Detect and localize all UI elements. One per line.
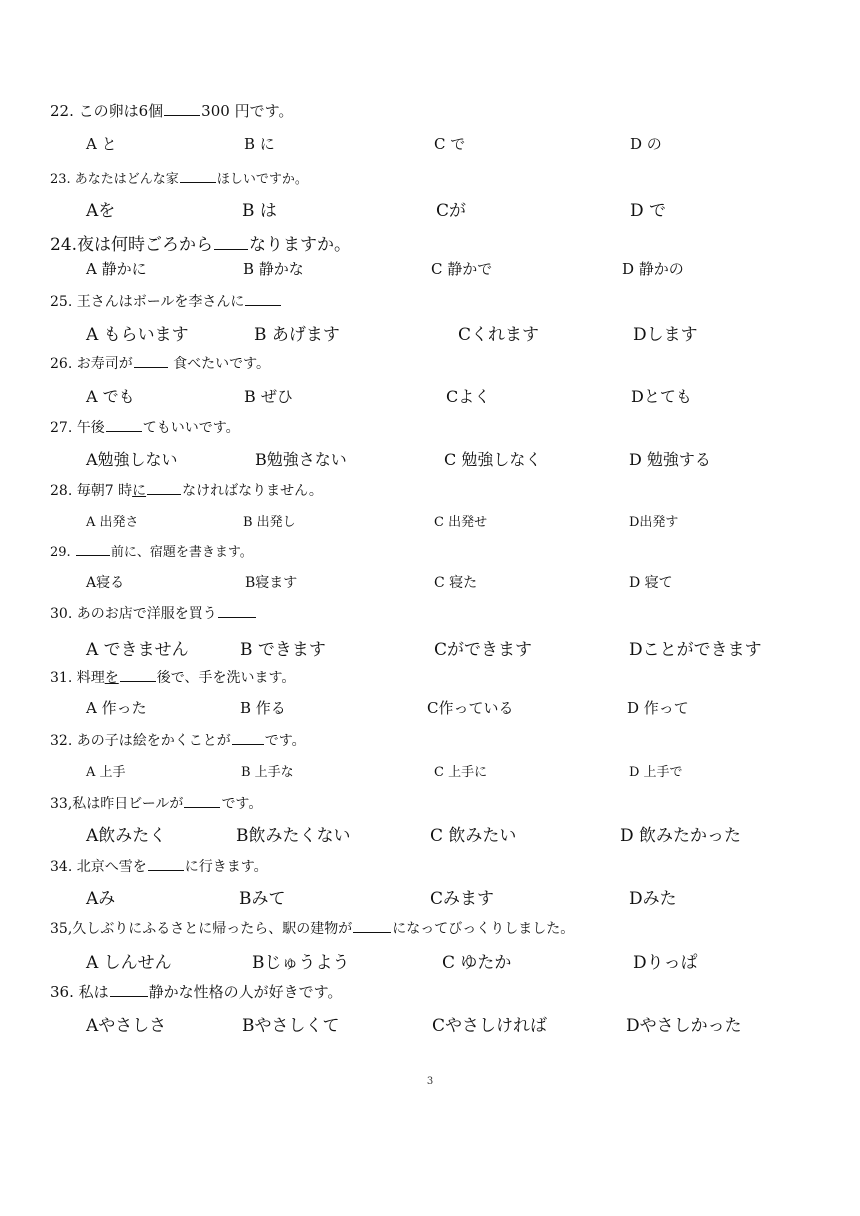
option-31-d: D 作って bbox=[627, 699, 689, 717]
option-32-a: A 上手 bbox=[86, 765, 126, 780]
option-23-a: Aを bbox=[86, 201, 116, 221]
option-27-a: A勉強しない bbox=[86, 450, 178, 469]
option-25-b: B あげます bbox=[254, 325, 340, 345]
question-32 bbox=[50, 730, 306, 750]
question-23 bbox=[50, 168, 308, 187]
question-text: なければなりません。 bbox=[182, 483, 323, 499]
option-23-c: Cが bbox=[436, 201, 467, 221]
answer-blank bbox=[134, 354, 168, 368]
option-31-c: C作っている bbox=[427, 699, 514, 717]
question-text: なりますか。 bbox=[249, 235, 352, 255]
option-26-a: A でも bbox=[86, 387, 135, 406]
question-31 bbox=[50, 667, 295, 687]
answer-blank bbox=[232, 731, 264, 745]
option-28-b: B 出発し bbox=[243, 515, 296, 530]
option-33-a: A飲みたく bbox=[86, 826, 167, 846]
question-36 bbox=[50, 981, 342, 1002]
question-22 bbox=[50, 100, 293, 121]
question-text: ほしいですか。 bbox=[216, 172, 308, 187]
question-text: 32. あの子は絵をかくことが bbox=[50, 733, 231, 749]
answer-blank bbox=[120, 668, 156, 682]
question-25 bbox=[50, 291, 282, 311]
option-36-c: Cやさしければ bbox=[432, 1016, 548, 1036]
question-text: 300 円です。 bbox=[201, 102, 294, 120]
option-28-a: A 出発さ bbox=[86, 515, 139, 530]
question-text: 34. 北京へ雪を bbox=[50, 859, 147, 875]
question-27 bbox=[50, 417, 240, 437]
underlined-text: を bbox=[104, 670, 119, 686]
answer-blank bbox=[353, 919, 391, 933]
question-text: に行きます。 bbox=[184, 859, 268, 875]
option-29-a: A寝る bbox=[86, 575, 125, 591]
answer-blank bbox=[148, 857, 184, 871]
option-24-a: A 静かに bbox=[86, 260, 147, 278]
option-34-a: Aみ bbox=[86, 889, 116, 909]
answer-blank bbox=[164, 101, 200, 116]
option-22-c: C で bbox=[434, 135, 466, 153]
question-text: 28. 毎朝7 時 bbox=[50, 483, 133, 499]
page-number: 3 bbox=[426, 1076, 434, 1087]
question-text: 35,久しぶりにふるさとに帰ったら、駅の建物が bbox=[50, 921, 353, 937]
option-36-b: Bやさしくて bbox=[242, 1016, 340, 1036]
option-31-b: B 作る bbox=[240, 699, 286, 717]
question-33 bbox=[50, 793, 262, 813]
option-36-d: Dやさしかった bbox=[626, 1016, 742, 1036]
option-30-d: Dことができます bbox=[629, 640, 762, 660]
question-24 bbox=[50, 230, 351, 255]
option-35-a: A しんせん bbox=[86, 953, 172, 973]
option-26-d: Dとても bbox=[631, 387, 692, 406]
answer-blank bbox=[245, 292, 281, 306]
question-text: 36. 私は bbox=[50, 983, 109, 1001]
option-22-b: B に bbox=[244, 135, 275, 153]
answer-blank bbox=[180, 170, 216, 183]
question-34 bbox=[50, 856, 268, 876]
option-30-c: Cができます bbox=[434, 640, 533, 660]
option-32-d: D 上手で bbox=[629, 765, 683, 780]
option-23-d: D で bbox=[630, 201, 667, 221]
option-22-d: D の bbox=[630, 135, 662, 153]
option-27-d: D 勉強する bbox=[629, 450, 711, 469]
answer-blank bbox=[184, 794, 220, 808]
option-34-c: Cみます bbox=[430, 889, 495, 909]
question-26 bbox=[50, 353, 270, 373]
answer-blank bbox=[214, 233, 248, 250]
option-23-b: B は bbox=[242, 201, 277, 221]
question-text: 23. あなたはどんな家 bbox=[50, 172, 179, 187]
question-text: 24.夜は何時ごろから bbox=[50, 235, 214, 255]
answer-blank bbox=[147, 481, 181, 495]
question-text: 26. お寿司が bbox=[50, 356, 133, 372]
option-27-c: C 勉強しなく bbox=[444, 450, 542, 469]
option-25-c: Cくれます bbox=[458, 325, 540, 345]
option-34-d: Dみた bbox=[629, 889, 677, 909]
option-26-b: B ぜひ bbox=[244, 387, 293, 406]
option-29-c: C 寝た bbox=[434, 575, 478, 591]
option-35-c: C ゆたか bbox=[442, 953, 512, 973]
question-text: 29. bbox=[50, 545, 75, 560]
option-30-b: B できます bbox=[240, 640, 326, 660]
option-29-d: D 寝て bbox=[629, 575, 673, 591]
option-24-c: C 静かで bbox=[431, 260, 493, 278]
question-text: です。 bbox=[221, 796, 263, 812]
question-text: 食べたいです。 bbox=[168, 356, 271, 372]
option-28-d: D出発す bbox=[629, 515, 679, 530]
option-34-b: Bみて bbox=[239, 889, 286, 909]
question-text: てもいいです。 bbox=[142, 420, 240, 436]
option-32-b: B 上手な bbox=[241, 765, 294, 780]
option-35-b: Bじゅうよう bbox=[252, 953, 350, 973]
answer-blank bbox=[106, 418, 142, 432]
answer-blank bbox=[76, 543, 110, 556]
option-26-c: Cよく bbox=[446, 387, 491, 406]
option-27-b: B勉強さない bbox=[255, 450, 347, 469]
option-24-d: D 静かの bbox=[622, 260, 684, 278]
question-text: 前に、宿題を書きます。 bbox=[110, 545, 253, 560]
option-33-d: D 飲みたかった bbox=[620, 826, 742, 846]
answer-blank bbox=[110, 982, 148, 997]
question-text: になってびっくりしました。 bbox=[392, 921, 575, 937]
option-31-a: A 作った bbox=[86, 699, 147, 717]
option-28-c: C 出発せ bbox=[434, 515, 488, 530]
question-28 bbox=[50, 480, 323, 500]
option-25-d: Dします bbox=[633, 325, 698, 345]
question-text: 22. この卵は6個 bbox=[50, 102, 164, 120]
question-30 bbox=[50, 603, 257, 623]
question-text: 後で、手を洗います。 bbox=[156, 670, 296, 686]
question-35 bbox=[50, 918, 574, 938]
option-33-c: C 飲みたい bbox=[430, 826, 517, 846]
question-29 bbox=[50, 541, 253, 560]
option-22-a: A と bbox=[86, 135, 117, 153]
option-25-a: A もらいます bbox=[86, 325, 189, 345]
question-text: 30. あのお店で洋服を買う bbox=[50, 606, 217, 622]
option-29-b: B寝ます bbox=[245, 575, 298, 591]
question-text: です。 bbox=[264, 733, 306, 749]
question-text: 静かな性格の人が好きです。 bbox=[148, 983, 343, 1001]
question-text: 33,私は昨日ビールが bbox=[50, 796, 184, 812]
question-text: 27. 午後 bbox=[50, 420, 105, 436]
option-33-b: B飲みたくない bbox=[236, 826, 351, 846]
option-32-c: C 上手に bbox=[434, 765, 488, 780]
underlined-text: に bbox=[132, 483, 147, 499]
answer-blank bbox=[218, 604, 256, 618]
question-text: 25. 王さんはボールを李さんに bbox=[50, 294, 245, 310]
option-24-b: B 静かな bbox=[243, 260, 304, 278]
option-35-d: Dりっぱ bbox=[633, 953, 698, 973]
option-30-a: A できません bbox=[86, 640, 189, 660]
question-text: 31. 料理 bbox=[50, 670, 105, 686]
option-36-a: Aやさしさ bbox=[86, 1016, 167, 1036]
